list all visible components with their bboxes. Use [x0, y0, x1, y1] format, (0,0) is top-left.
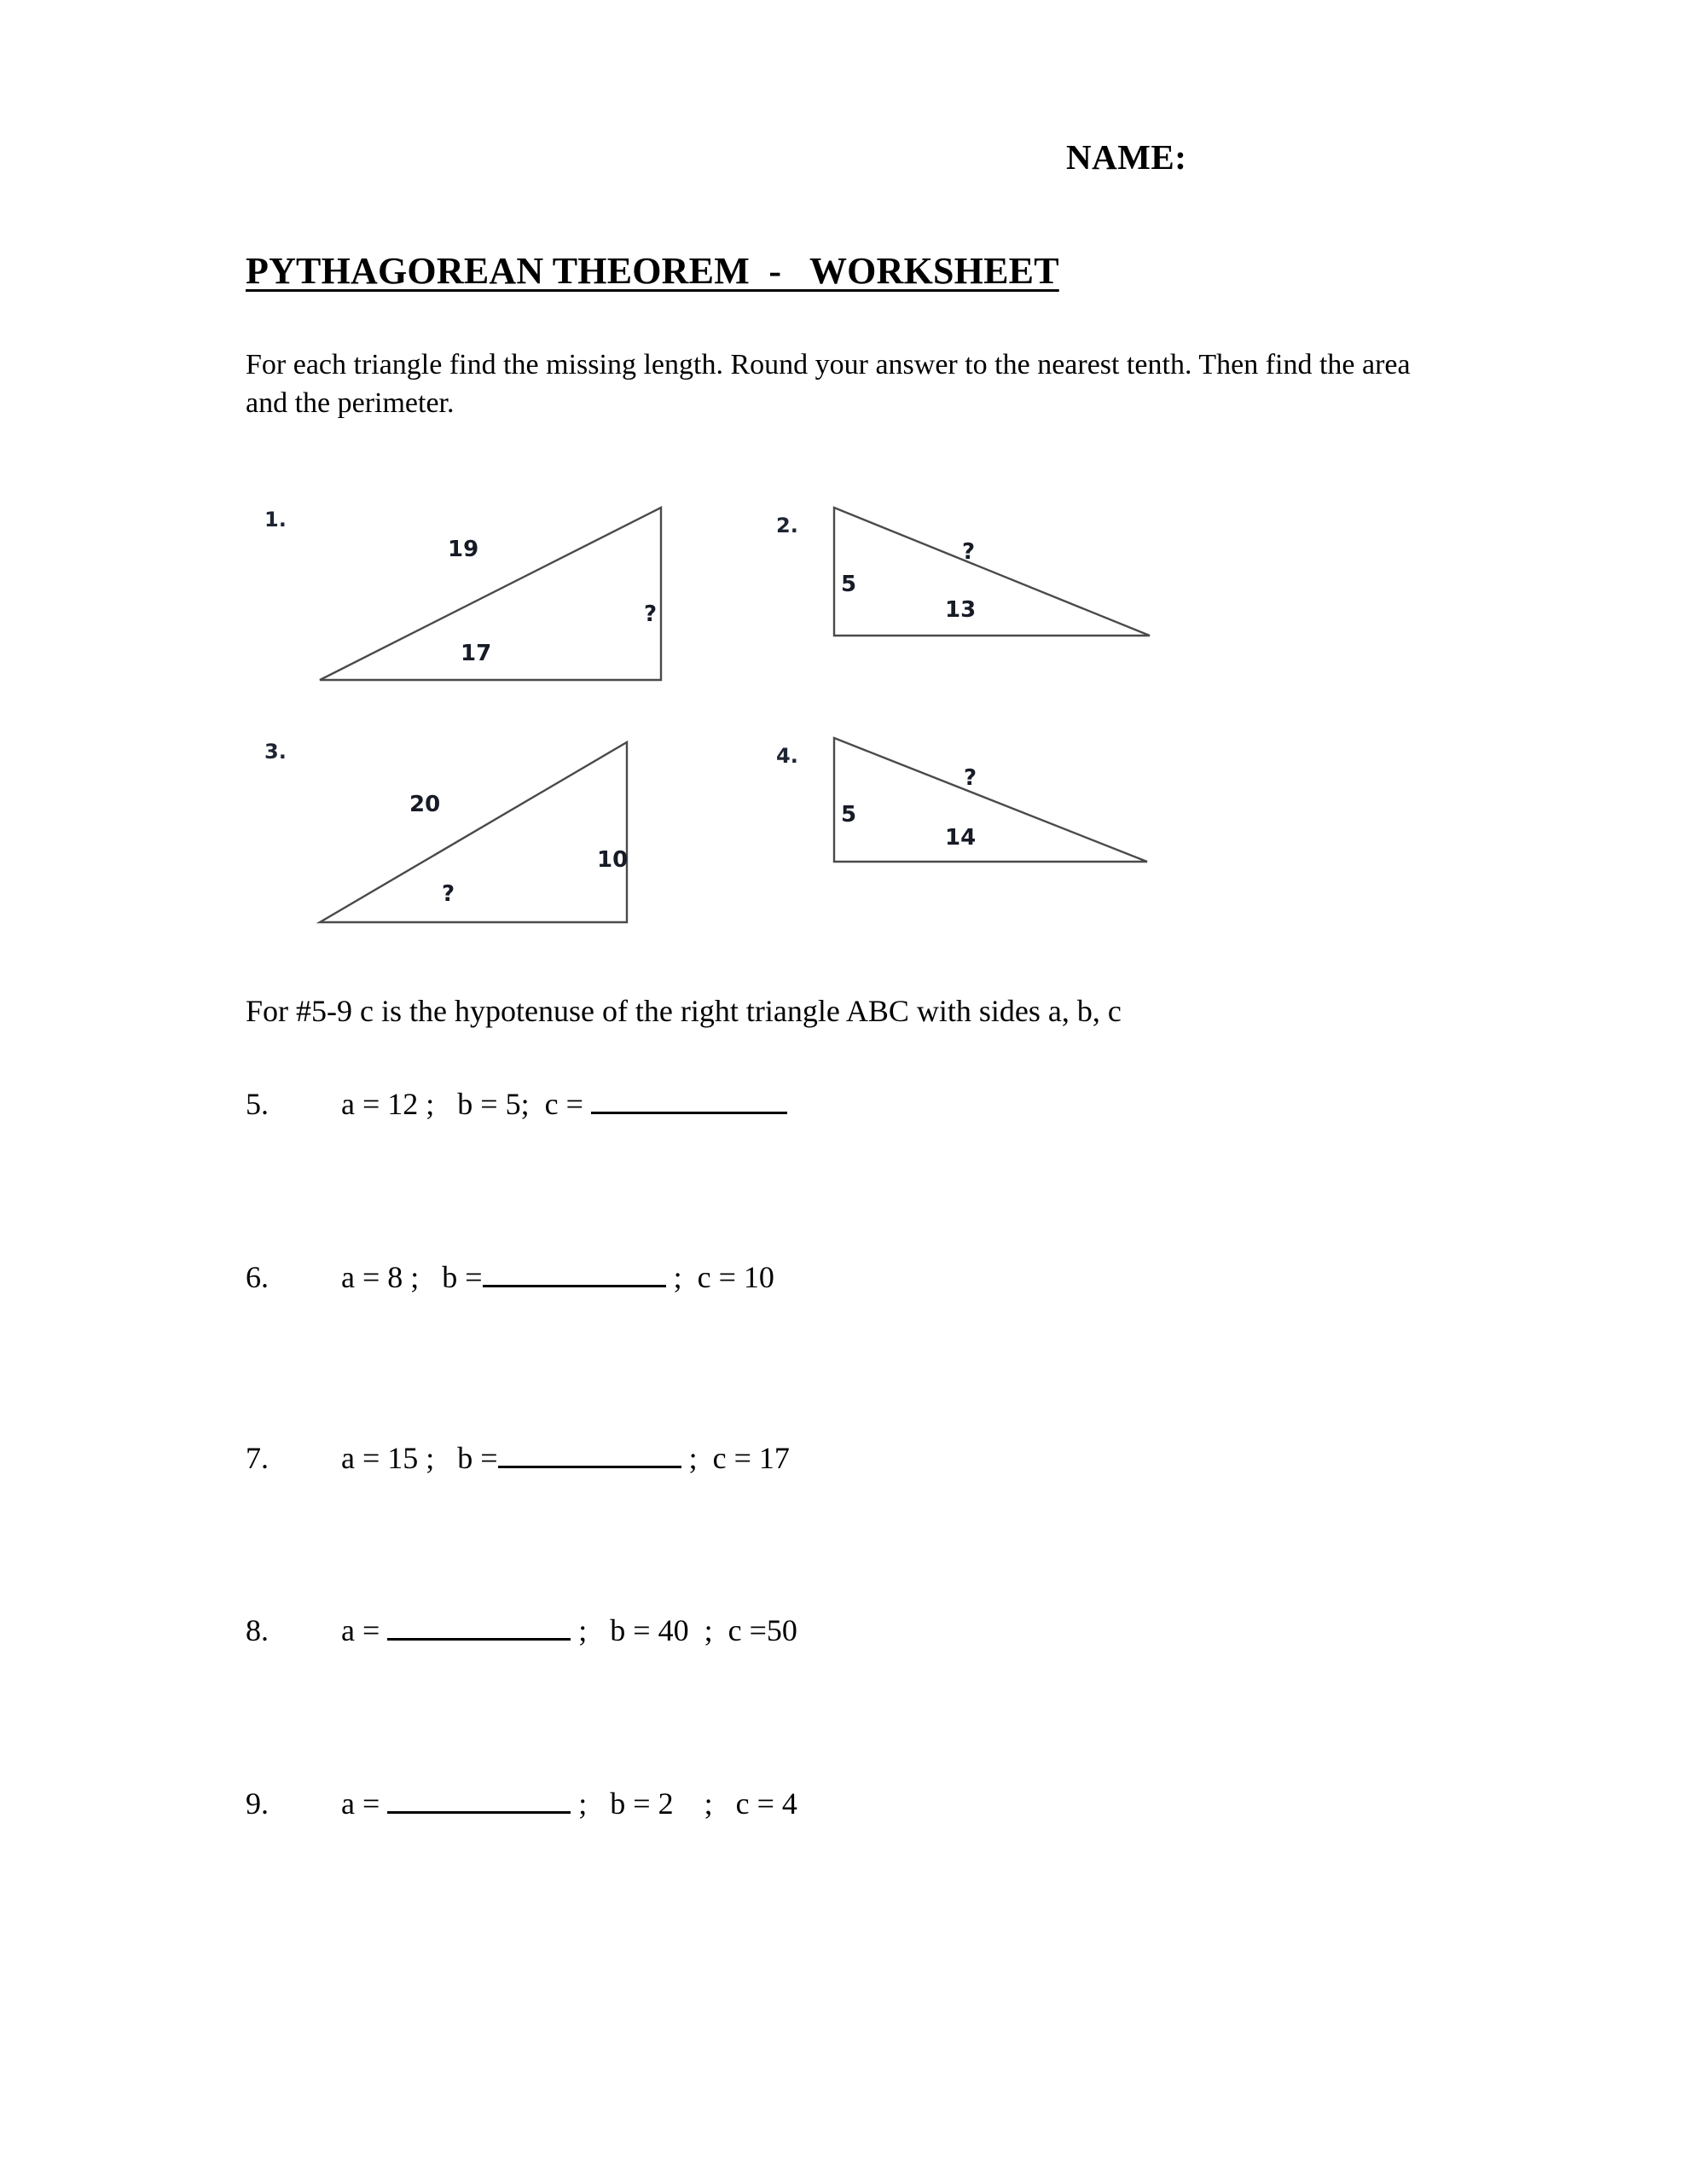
figure-4-hypotenuse-label: ? — [964, 765, 977, 791]
figure-4 — [768, 729, 1211, 887]
name-field-label: NAME: — [1066, 137, 1187, 177]
figure-3 — [256, 729, 699, 934]
section-note-5-9: For #5-9 c is the hypotenuse of the right triangle ABC with sides a, b, c — [246, 994, 1122, 1028]
problem-7-before-text: a = 15 ; b = — [341, 1440, 498, 1475]
figure-1-base-label: 17 — [461, 641, 492, 666]
figure-1-hypotenuse-label: 19 — [448, 537, 479, 562]
problem-6-number: 6. — [246, 1259, 269, 1294]
figure-4-base-label: 14 — [945, 825, 977, 851]
figure-2-base-label: 13 — [945, 597, 977, 623]
figure-2-triangle — [768, 499, 1211, 657]
problem-6 — [246, 1252, 774, 1295]
problem-5-before-text: a = 12 ; b = 5; c = — [341, 1086, 591, 1121]
problem-9-after-text: ; b = 2 ; c = 4 — [571, 1786, 797, 1821]
figure-1-number: 1. — [264, 508, 287, 531]
figure-3-vertical-label: 10 — [597, 847, 629, 873]
problem-9-answer-blank[interactable] — [387, 1779, 571, 1814]
figure-3-number: 3. — [264, 740, 287, 764]
problem-5-answer-blank[interactable] — [591, 1079, 787, 1114]
problem-9-number: 9. — [246, 1786, 269, 1821]
problem-5-number: 5. — [246, 1086, 269, 1121]
problem-6-answer-blank[interactable] — [483, 1252, 666, 1287]
problem-7-answer-blank[interactable] — [498, 1433, 681, 1468]
problem-8-answer-blank[interactable] — [387, 1606, 571, 1641]
problem-7-after-text: ; c = 17 — [681, 1440, 790, 1475]
problem-7 — [246, 1433, 790, 1476]
page-title: PYTHAGOREAN THEOREM - WORKSHEET — [246, 250, 1059, 292]
figure-2-vertical-label: 5 — [841, 572, 857, 597]
problem-8-number: 8. — [246, 1612, 269, 1647]
figure-4-triangle — [768, 729, 1211, 887]
figure-2-hypotenuse-label: ? — [962, 539, 976, 565]
figure-1 — [256, 499, 699, 695]
problem-6-after-text: ; c = 10 — [665, 1259, 774, 1294]
figure-2-number: 2. — [776, 514, 798, 537]
problem-6-before-text: a = 8 ; b = — [341, 1259, 483, 1294]
figure-3-base-label: ? — [442, 881, 455, 907]
figure-3-hypotenuse-label: 20 — [409, 792, 441, 817]
figure-1-vertical-label: ? — [644, 601, 658, 627]
figure-2 — [768, 499, 1211, 657]
figure-4-vertical-label: 5 — [841, 802, 857, 828]
instructions-text: For each triangle find the missing length. Round your answer to the nearest tenth. Then find the area and the perimeter. — [246, 349, 1411, 420]
problem-9 — [246, 1779, 797, 1821]
figure-4-number: 4. — [776, 744, 798, 768]
problem-8 — [246, 1606, 797, 1648]
problem-8-before-text: a = — [341, 1612, 388, 1647]
problem-7-number: 7. — [246, 1440, 269, 1475]
problem-5 — [246, 1079, 787, 1122]
problem-9-before-text: a = — [341, 1786, 388, 1821]
figure-3-triangle — [256, 729, 699, 934]
problem-8-after-text: ; b = 40 ; c =50 — [571, 1612, 797, 1647]
